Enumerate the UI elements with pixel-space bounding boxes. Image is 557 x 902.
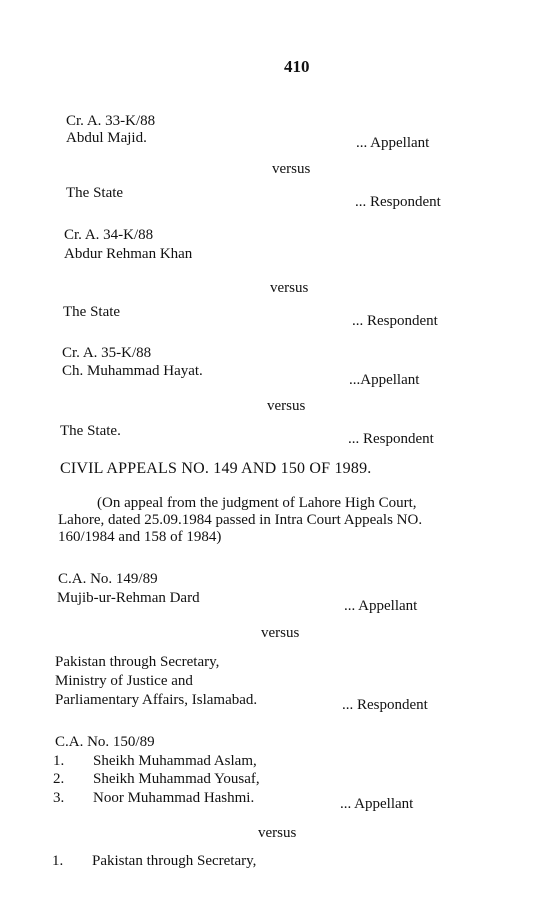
ca150-appellant-role: ... Appellant (340, 796, 414, 812)
ca149-respondent-role: ... Respondent (342, 697, 428, 713)
case2-versus: versus (270, 280, 309, 296)
case1-respondent-role: ... Respondent (355, 194, 441, 210)
page-number: 410 (284, 57, 310, 76)
ca149-appellant-role: ... Appellant (344, 598, 418, 614)
ca150-appellant-item (53, 770, 260, 788)
civil-appeals-heading: CIVIL APPEALS NO. 149 AND 150 OF 1989. (60, 460, 372, 477)
respondent-name: Pakistan through Secretary, (92, 853, 257, 869)
case1-number: Cr. A. 33-K/88 (66, 113, 156, 129)
ca149-respondent-line2: Ministry of Justice and (55, 673, 193, 689)
list-number: 1. (52, 853, 64, 869)
ca150-respondent-item (52, 852, 256, 870)
ca149-number: C.A. No. 149/89 (58, 571, 158, 587)
ca149-versus: versus (261, 625, 300, 641)
ca149-respondent-line3: Parliamentary Affairs, Islamabad. (55, 692, 258, 708)
case2-respondent: The State (63, 304, 121, 320)
ca149-appellant: Mujib-ur-Rehman Dard (57, 590, 200, 606)
case3-respondent: The State. (60, 423, 121, 439)
appeal-note-line2: Lahore, dated 25.09.1984 passed in Intra Court Appeals NO. (58, 512, 423, 528)
case2-number: Cr. A. 34-K/88 (64, 227, 154, 243)
case3-respondent-role: ... Respondent (348, 431, 434, 447)
case3-appellant-role: ...Appellant (349, 372, 420, 388)
case2-appellant: Abdur Rehman Khan (64, 246, 193, 262)
ca150-appellant-item (53, 752, 257, 770)
list-number: 3. (53, 790, 65, 806)
appeal-note-line3: 160/1984 and 158 of 1984) (58, 529, 222, 545)
case3-appellant: Ch. Muhammad Hayat. (62, 363, 203, 379)
case3-versus: versus (267, 398, 306, 414)
appeal-note-line1: (On appeal from the judgment of Lahore High Court, (97, 495, 417, 511)
ca150-number: C.A. No. 150/89 (55, 734, 155, 750)
case1-versus: versus (272, 161, 311, 177)
appellant-name: Noor Muhammad Hashmi. (93, 790, 255, 806)
ca150-appellant-item (53, 789, 254, 807)
case3-number: Cr. A. 35-K/88 (62, 345, 152, 361)
appellant-name: Sheikh Muhammad Aslam, (93, 753, 257, 769)
case2-respondent-role: ... Respondent (352, 313, 438, 329)
case1-appellant: Abdul Majid. (66, 130, 147, 146)
case1-appellant-role: ... Appellant (356, 135, 430, 151)
list-number: 2. (53, 771, 65, 787)
case1-respondent: The State (66, 185, 124, 201)
ca150-versus: versus (258, 825, 297, 841)
list-number: 1. (53, 753, 65, 769)
appellant-name: Sheikh Muhammad Yousaf, (93, 771, 260, 787)
ca149-respondent-line1: Pakistan through Secretary, (55, 654, 220, 670)
